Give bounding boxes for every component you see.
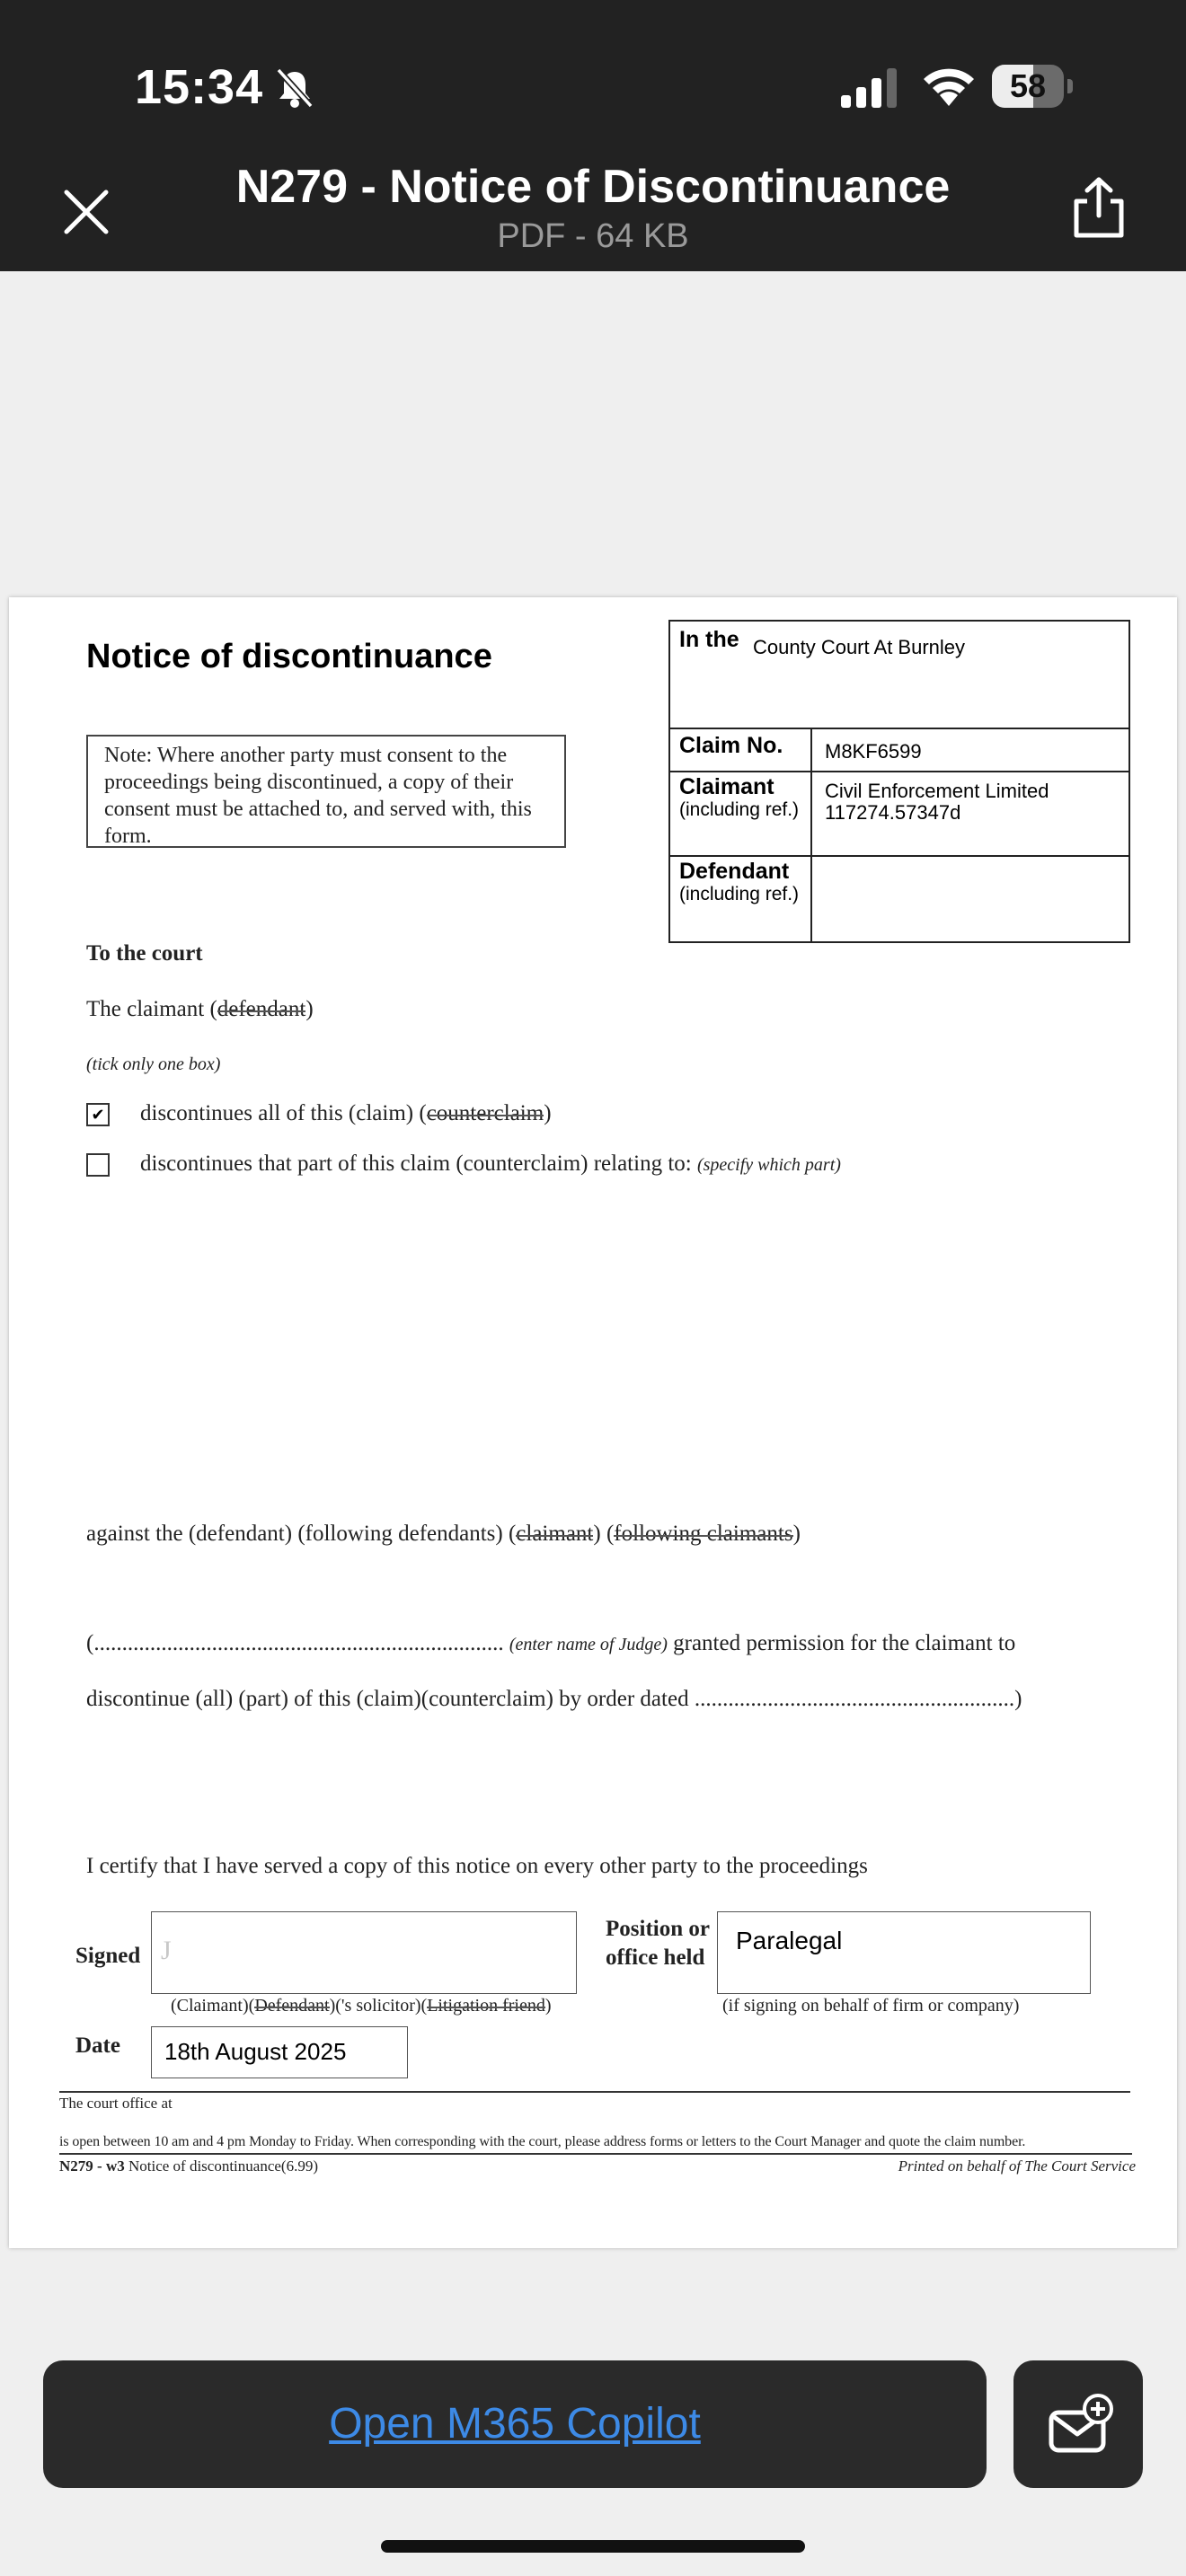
- defendant-label: Defendant: [679, 859, 790, 884]
- against-line: [86, 1522, 801, 1547]
- against-mid: ) (: [593, 1522, 615, 1546]
- court-name: County Court At Burnley: [753, 636, 966, 658]
- discontinue-part-checkbox[interactable]: [86, 1153, 110, 1177]
- battery-icon: [992, 65, 1071, 108]
- defendant-ref-label: (including ref.): [679, 884, 800, 904]
- judge-prefix: (.........................................................................: [86, 1631, 504, 1655]
- bell-slash-icon: [271, 65, 318, 111]
- certify-statement: I certify that I have served a copy of this notice on every other party to the proceedings: [86, 1854, 868, 1878]
- struck-defendant: defendant: [217, 997, 306, 1021]
- close-icon[interactable]: [59, 185, 113, 239]
- signed-caption-1: (Claimant)(: [171, 1996, 255, 2016]
- signed-caption-2: )('s solicitor)(: [329, 1996, 428, 2016]
- against-suffix: ): [792, 1522, 801, 1546]
- claimant-label: Claimant: [679, 774, 774, 799]
- footer-divider-2: [59, 2153, 1132, 2155]
- claim-no-label: Claim No.: [679, 733, 783, 758]
- claimant-line: [86, 997, 314, 1022]
- judge-hint: (enter name of Judge): [509, 1635, 668, 1654]
- wifi-icon: [920, 65, 978, 108]
- tick-instruction: (tick only one box): [86, 1054, 221, 1074]
- claimant-line-prefix: The claimant (: [86, 997, 217, 1021]
- position-field[interactable]: [717, 1911, 1091, 1994]
- discontinue-all-option: [140, 1101, 552, 1126]
- claimant-name: Civil Enforcement Limited: [825, 780, 1049, 802]
- status-bar: [0, 0, 1186, 144]
- date-label: Date: [75, 2033, 120, 2058]
- judge-permission-line: [86, 1631, 1015, 1656]
- cellular-signal-icon: [839, 68, 902, 108]
- option-part-text: discontinues that part of this claim (counterclaim) relating to:: [140, 1151, 692, 1176]
- position-label-line-2: office held: [606, 1945, 705, 1970]
- opening-hours-text: is open between 10 am and 4 pm Monday to Friday. When corresponding with the court, please address forms or letters to the Court Manager and quote the claim number.: [59, 2134, 1026, 2149]
- struck-defendant-caption: Defendant: [254, 1996, 330, 2016]
- printed-by: Printed on behalf of The Court Service: [898, 2157, 1136, 2175]
- court-office-label: The court office at: [59, 2095, 173, 2112]
- signed-label: Signed: [75, 1944, 141, 1968]
- viewer-header: [0, 144, 1186, 271]
- struck-claimant: claimant: [516, 1522, 594, 1546]
- against-text: against the (defendant) (following defendants) (: [86, 1522, 517, 1546]
- signed-caption-3: ): [544, 1996, 552, 2016]
- option-part-hint: (specify which part): [696, 1155, 841, 1175]
- in-the-label: In the: [679, 627, 739, 652]
- signature-field[interactable]: [151, 1911, 577, 1994]
- position-caption: (if signing on behalf of firm or company): [722, 1996, 1020, 2016]
- document-subtitle: PDF - 64 KB: [497, 217, 689, 255]
- option-all-text: discontinues all of this (claim) (: [140, 1101, 427, 1125]
- struck-counterclaim: counterclaim: [426, 1101, 544, 1125]
- discontinue-order-line: discontinue (all) (part) of this (claim)(counterclaim) by order dated .........................................................): [86, 1687, 1022, 1711]
- to-the-court-heading: To the court: [86, 941, 203, 966]
- claimant-ref-label: (including ref.): [679, 799, 800, 820]
- form-title: Notice of discontinuance: [86, 638, 492, 675]
- date-field[interactable]: [151, 2026, 408, 2078]
- position-label-line-1: Position or: [606, 1917, 710, 1941]
- discontinue-all-checkbox[interactable]: ✔: [86, 1103, 110, 1126]
- position-value: Paralegal: [736, 1927, 843, 1954]
- option-all-suffix: ): [544, 1101, 552, 1125]
- form-code: N279 - w3: [59, 2157, 125, 2175]
- footer-divider: [59, 2091, 1130, 2093]
- struck-following-claimants: following claimants: [614, 1522, 793, 1546]
- mail-button[interactable]: [1013, 2360, 1143, 2488]
- home-indicator: [381, 2540, 805, 2553]
- struck-litigation-friend: Litigation friend: [427, 1996, 545, 2016]
- form-code-line: [59, 2157, 318, 2175]
- discontinue-part-option: [140, 1151, 841, 1177]
- signature-value: J: [161, 1936, 172, 1965]
- judge-suffix: granted permission for the claimant to: [673, 1631, 1016, 1655]
- open-copilot-button[interactable]: Open M365 Copilot: [43, 2360, 987, 2488]
- battery-level: 58: [1009, 67, 1047, 104]
- date-value: 18th August 2025: [164, 2038, 347, 2065]
- share-icon[interactable]: [1069, 176, 1128, 241]
- claimant-line-suffix: ): [305, 997, 314, 1021]
- mail-plus-icon: [1013, 2360, 1143, 2488]
- claim-number: M8KF6599: [825, 740, 922, 763]
- claimant-ref: 117274.57347d: [825, 801, 961, 824]
- document-title: N279 - Notice of Discontinuance: [235, 161, 951, 213]
- status-time: 15:34: [135, 60, 264, 114]
- consent-note: Note: Where another party must consent to the proceedings being discontinued, a copy of their consent must be attached to, and served with, this form.: [86, 735, 566, 848]
- signed-capacity-caption: [171, 1996, 552, 2016]
- form-name: Notice of discontinuance(6.99): [128, 2157, 318, 2175]
- court-info-table: [668, 620, 1130, 943]
